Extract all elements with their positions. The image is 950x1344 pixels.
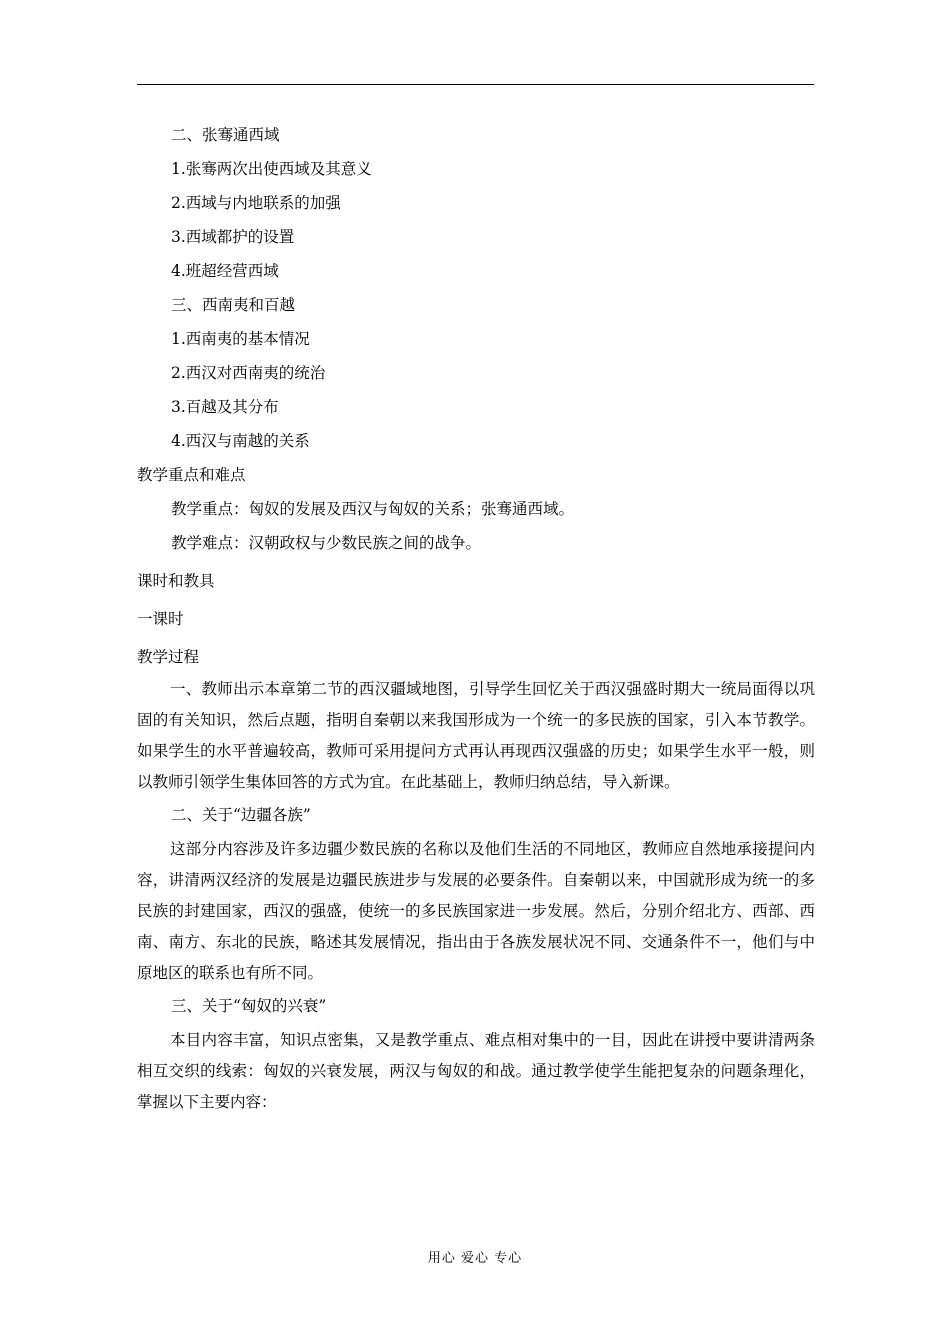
schedule-value: 一课时 bbox=[137, 610, 184, 628]
process-paragraph-2: 这部分内容涉及许多边疆少数民族的名称以及他们生活的不同地区，教师应自然地承接提问内容，讲清两汉经济的发展是边疆民族进步与发展的必要条件。自秦朝以来，中国就形成为统一的多民族的封建国家，西汉的强盛，使统一的多民族国家进一步发展。然后，分别介绍北方、西部、西南、南方、东北的民族，略述其发展情况，指出由于各族发展状况不同、交通条件不一，他们与中原地区的联系也有所不同。 bbox=[137, 840, 815, 982]
section-3-item-2: 2.西汉对西南夷的统治 bbox=[171, 364, 326, 382]
process-paragraph-1: 一、教师出示本章第二节的西汉疆域地图，引导学生回忆关于西汉强盛时期大一统局面得以巩固的有关知识，然后点题，指明自秦朝以来我国形成为一个统一的多民族的国家，引入本节教学。如果学生的水平普遍较高，教师可采用提问方式再认再现西汉强盛的历史；如果学生水平一般，则以教师引领学生集体回答的方式为宜。在此基础上，教师归纳总结，导入新课。 bbox=[137, 680, 815, 791]
section-3-title: 三、西南夷和百越 bbox=[171, 296, 296, 314]
section-2-item-1: 1.张骞两次出使西域及其意义 bbox=[171, 160, 372, 178]
section-3-item-3: 3.百越及其分布 bbox=[171, 398, 279, 416]
teaching-difficulty: 教学难点：汉朝政权与少数民族之间的战争。 bbox=[171, 534, 482, 552]
process-heading: 教学过程 bbox=[137, 648, 200, 666]
section-2-item-3: 3.西域都护的设置 bbox=[171, 228, 295, 246]
document-body bbox=[137, 118, 815, 1118]
section-2-title: 二、张骞通西域 bbox=[171, 126, 280, 144]
process-heading-2: 二、关于“边疆各族” bbox=[171, 806, 311, 824]
section-3-item-1: 1.西南夷的基本情况 bbox=[171, 330, 310, 348]
section-2-item-2: 2.西域与内地联系的加强 bbox=[171, 194, 341, 212]
key-points-heading: 教学重点和难点 bbox=[137, 466, 246, 484]
process-heading-3: 三、关于“匈奴的兴衰” bbox=[171, 997, 327, 1015]
teaching-focus: 教学重点：匈奴的发展及西汉与匈奴的关系；张骞通西域。 bbox=[171, 500, 575, 518]
section-2-item-4: 4.班超经营西域 bbox=[171, 262, 279, 280]
page-footer: 用心 爱心 专心 bbox=[427, 1251, 523, 1266]
header-rule bbox=[137, 84, 814, 85]
section-3-item-4: 4.西汉与南越的关系 bbox=[171, 432, 310, 450]
schedule-heading: 课时和教具 bbox=[137, 572, 215, 590]
process-paragraph-3: 本目内容丰富，知识点密集，又是教学重点、难点相对集中的一目，因此在讲授中要讲清两条相互交织的线索：匈奴的兴衰发展，两汉与匈奴的和战。通过教学使学生能把复杂的问题条理化，掌握以下主要内容： bbox=[137, 1031, 815, 1111]
